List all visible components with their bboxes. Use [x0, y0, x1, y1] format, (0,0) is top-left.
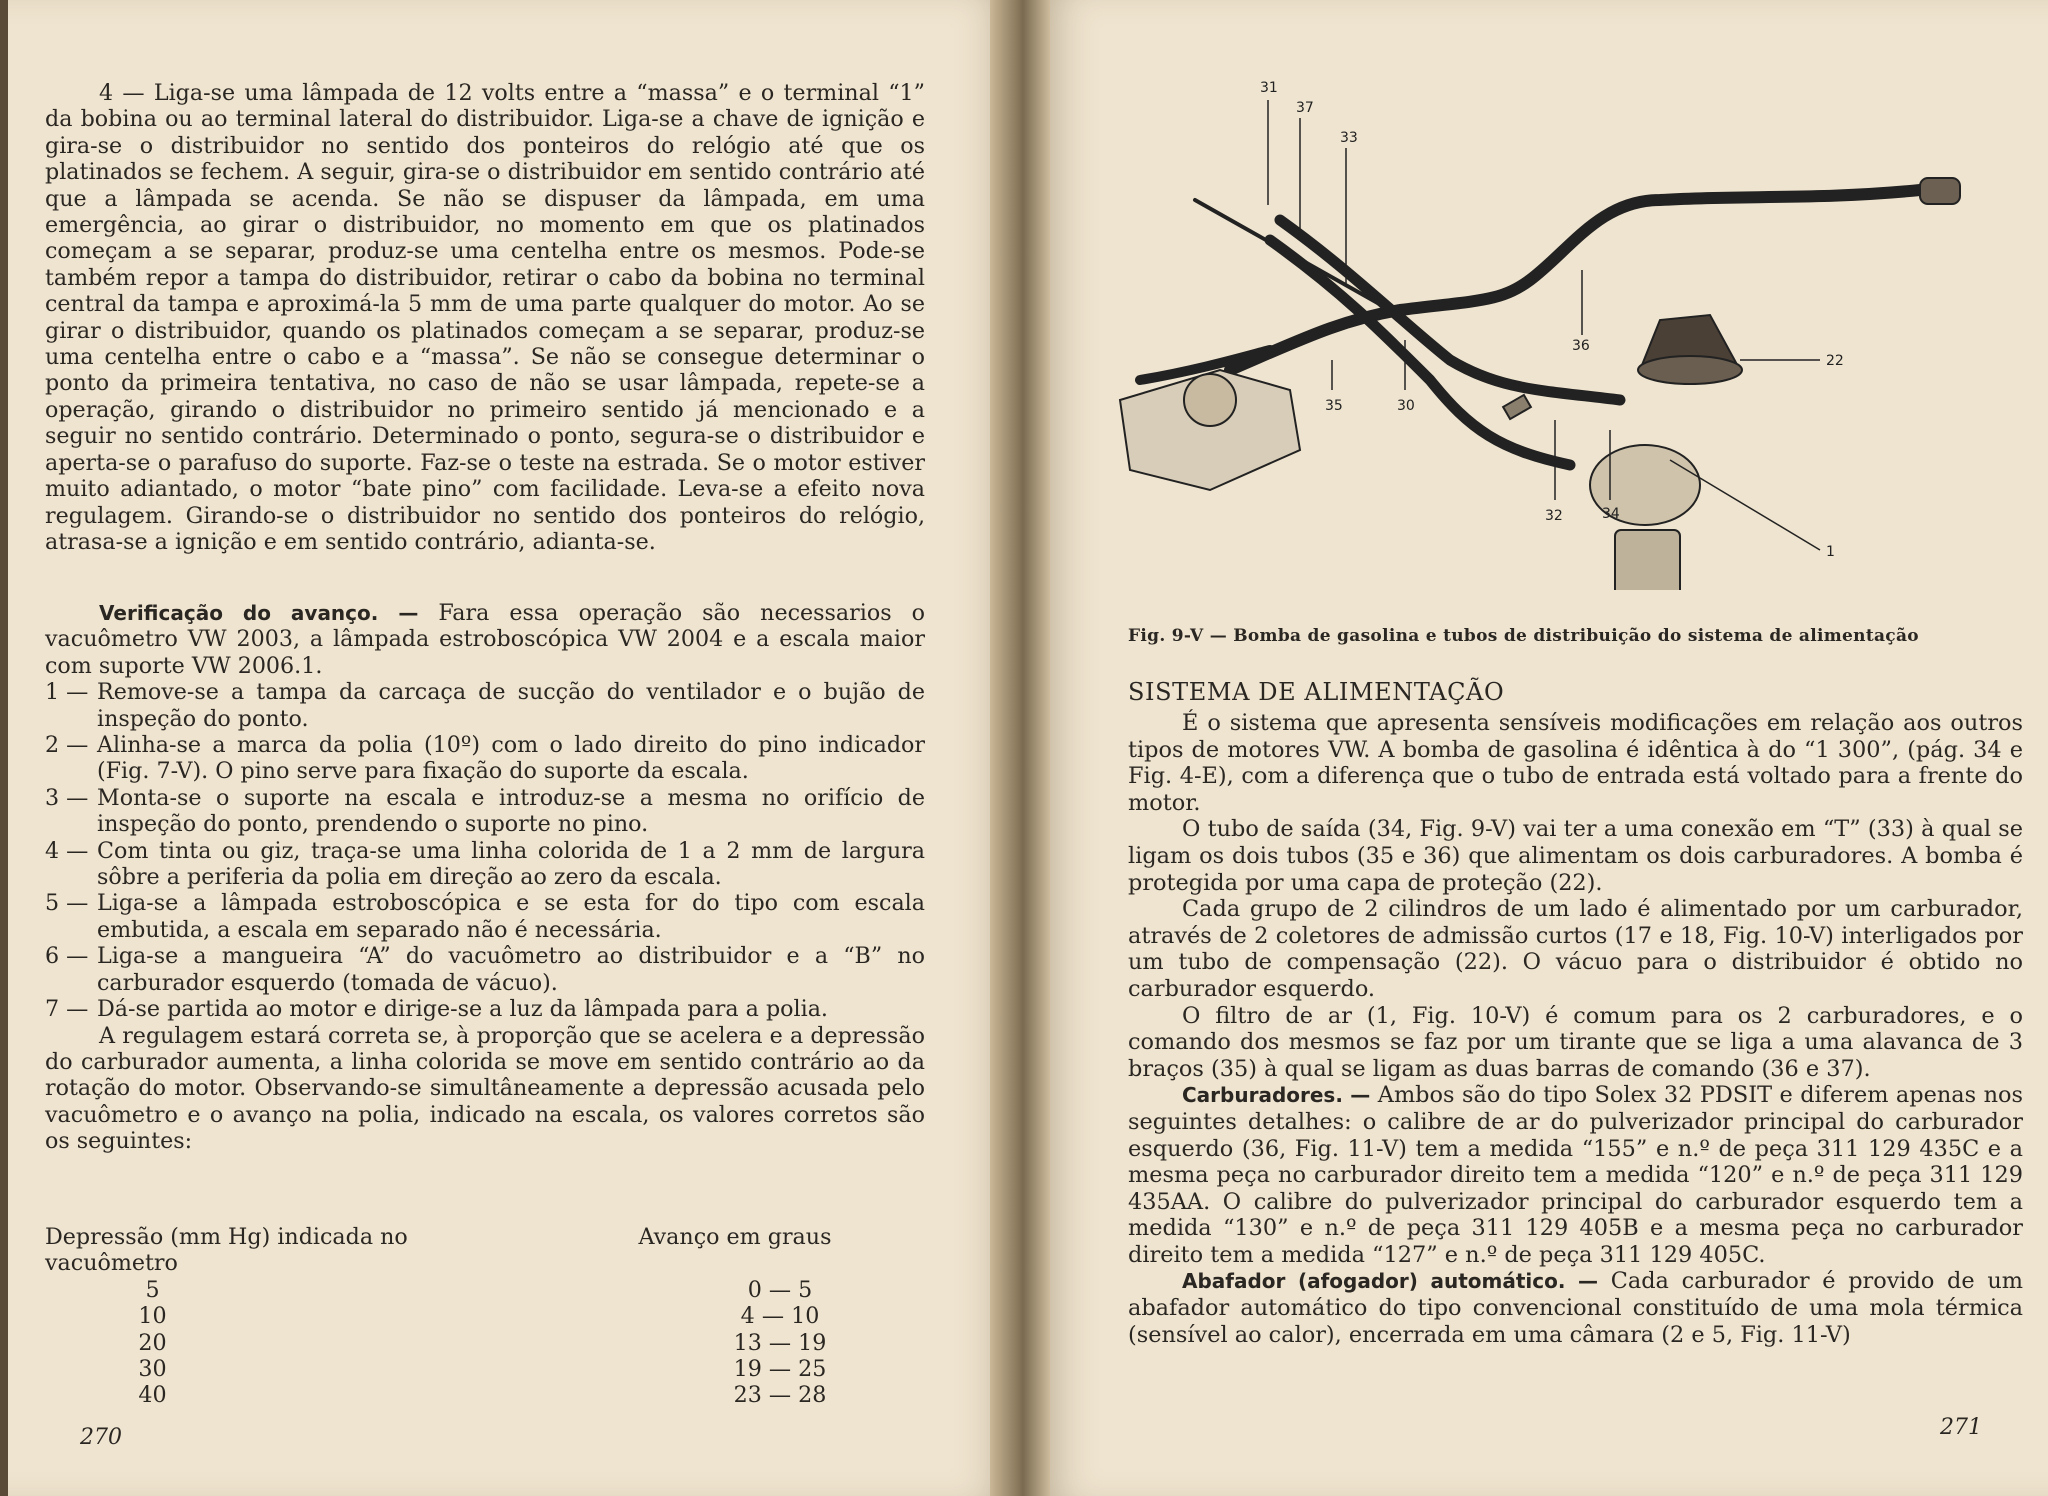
table-cell-depression: 40: [138, 1382, 167, 1409]
step-text: Monta-se o suporte na escala e introduz-se a mesma no orifício de inspeção do ponto, prendendo o suporte no pino.: [97, 784, 925, 838]
table-cell-depression: 30: [138, 1356, 167, 1383]
label-31: 31: [1260, 80, 1278, 96]
page-number-left: 270: [80, 1425, 122, 1450]
choke-text: Cada carburador é provido de um abafador automático do tipo convencional constituído de uma mola térmica (sensível ao calor), encerrada em uma câmara (2 e 5, Fig. 11-V): [1128, 1268, 2023, 1348]
list-item: [45, 732, 925, 785]
step-text: Liga-se a lâmpada estroboscópica e se esta for do tipo com escala embutida, a escala em separado não é necessária.: [97, 890, 925, 943]
table-cell-advance: 23 — 28: [733, 1382, 827, 1409]
step-number: 1 —: [45, 679, 89, 706]
paragraph-3: Cada grupo de 2 cilindros de um lado é alimentado por um carburador, através de 2 coletores de admissão curtos (17 e 18, Fig. 10-V) interligados por um tubo de compensação (22). O vácuo para o distribuidor é obtido no carburador esquerdo.: [1128, 896, 2023, 1002]
table-cell-advance: 13 — 19: [733, 1329, 827, 1356]
label-34: 34: [1602, 506, 1620, 522]
advance-intro-text: Fara essa operação são necessarios o vacuômetro VW 2003, a lâmpada estroboscópica VW 2004 e a escala maior com suporte VW 2006.1.: [45, 600, 926, 679]
book-gutter: [990, 0, 1050, 1496]
table-cell-advance: 4 — 10: [740, 1303, 820, 1330]
table-cell-depression: 10: [138, 1303, 167, 1330]
advance-intro-paragraph: [45, 600, 925, 679]
choke-heading: Abafador (afogador) automático. —: [1182, 1269, 1599, 1294]
list-item: [45, 890, 925, 943]
list-item: [45, 679, 925, 732]
label-1: 1: [1826, 544, 1835, 560]
table-row: [45, 1356, 925, 1382]
t-connection: [1503, 395, 1531, 419]
label-37: 37: [1296, 100, 1314, 116]
paragraph-step-4: 4 — Liga-se uma lâmpada de 12 volts entre a “massa” e o terminal “1” da bobina ou ao terminal lateral do distribuidor. Liga-se a chave de ignição e gira-se o distribuidor no sentido dos ponteiros do relógio até que os platinados se fechem. A seguir, gira-se o distribuidor em sentido contrário até que a lâmpada se acenda. Se não se dispuser da lâmpada, em uma emergência, ao girar o distribuidor, no momento em que os platinados começam a se separar, produz-se uma centelha entre os mesmos. Pode-se também repor a tampa do distribuidor, retirar o cabo da bobina no terminal central da tampa e aproximá-la 5 mm de uma parte qualquer do motor. Ao se girar o distribuidor, quando os platinados começam a se separar, produz-se uma centelha entre o cabo e a “massa”. Se não se consegue determinar o ponto da primeira tentativa, no caso de não se usar lâmpada, repete-se a operação, girando o distribuidor no primeiro sentido já mencionado e a seguir no sentido contrário. Determinado o ponto, segura-se o distribuidor e aperta-se o parafuso do suporte. Faz-se o teste na estrada. Se o motor estiver muito adiantado, o motor “bate pino” com facilidade. Leva-se a efeito nova regulagem. Girando-se o distribuidor no sentido dos ponteiros do relógio, atrasa-se a ignição e em sentido contrário, adianta-se.: [45, 80, 925, 555]
table-cell-depression: 5: [145, 1276, 160, 1303]
step-number: 3 —: [45, 784, 89, 811]
table-cell-advance: 19 — 25: [733, 1356, 827, 1383]
advance-table: [45, 1224, 925, 1409]
paragraph-4: O filtro de ar (1, Fig. 10-V) é comum para os 2 carburadores, e o comando dos mesmos se faz por um tirante que se liga a uma alavanca de 3 braços (35) à qual se ligam as duas barras de comando (36 e 37).: [1128, 1002, 2023, 1082]
step-text: Liga-se a mangueira “A” do vacuômetro ao distribuidor e a “B” no carburador esquerdo (tomada de vácuo).: [97, 943, 925, 996]
step-number: 7 —: [45, 996, 89, 1023]
steps-list: [45, 679, 925, 1022]
regulation-paragraph: A regulagem estará correta se, à proporção que se acelera e a depressão do carburador aumenta, a linha colorida se move em sentido contrário ao da rotação do motor. Observando-se simultâneamente a depressão acusada pelo vacuômetro e o avanço na polia, indicado na escala, os valores corretos são os seguintes:: [45, 1022, 925, 1155]
carburetors-heading: Carburadores. —: [1182, 1083, 1371, 1108]
carburetors-paragraph: [1128, 1082, 2023, 1268]
table-row: [45, 1277, 925, 1303]
cap-base: [1638, 356, 1742, 384]
right-text-block: [1128, 710, 2023, 1348]
step-number: 5 —: [45, 890, 89, 917]
list-item: [45, 943, 925, 996]
advance-heading: Verificação do avanço. —: [99, 601, 419, 625]
table-row: [45, 1303, 925, 1329]
step-number: 2 —: [45, 732, 89, 759]
label-30: 30: [1397, 398, 1415, 414]
section-heading: SISTEMA DE ALIMENTAÇÃO: [1128, 678, 1505, 706]
label-22: 22: [1826, 353, 1844, 369]
choke-paragraph: [1128, 1268, 2023, 1348]
step-text: Alinha-se a marca da polia (10º) com o lado direito do pino indicador (Fig. 7-V). O pino serve para fixação do suporte da escala.: [97, 732, 925, 785]
label-33: 33: [1340, 130, 1358, 146]
carburetors-text: Ambos são do tipo Solex 32 PDSIT e diferem apenas nos seguintes detalhes: o calibre de ar do pulverizador principal do carburador esquerdo (36, Fig. 11-V) tem a medida “155” e n.º de peça 311 129 435C e a mesma peça no carburador direito tem a medida “120” e n.º de peça 311 129 435AA. O calibre do pulverizador principal do carburador esquerdo tem a medida “130” e n.º de peça 311 129 405B e a mesma peça no carburador direito tem a medida “127” e n.º de peça 311 129 405C.: [1128, 1082, 2024, 1268]
figure-caption: Fig. 9-V — Bomba de gasolina e tubos de distribuição do sistema de alimentação: [1128, 626, 1919, 646]
table-cell-depression: 20: [138, 1329, 167, 1356]
table-row: [45, 1330, 925, 1356]
parts: [1120, 178, 1960, 590]
tube-34: [1270, 240, 1570, 465]
table-header: [45, 1224, 925, 1277]
label-35: 35: [1325, 398, 1343, 414]
list-item: [45, 785, 925, 838]
step-number: 4 —: [45, 837, 89, 864]
step-text: Com tinta ou giz, traça-se uma linha colorida de 1 a 2 mm de largura sôbre a periferia da polia em direção ao zero da escala.: [97, 837, 925, 891]
label-36: 36: [1572, 338, 1590, 354]
fuel-system-figure: [1100, 70, 1980, 590]
table-header-depression: Depressão (mm Hg) indicada no vacuômetro: [45, 1224, 408, 1277]
step-number: 6 —: [45, 943, 89, 970]
paragraph-1: É o sistema que apresenta sensíveis modificações em relação aos outros tipos de motores VW. A bomba de gasolina é idêntica à do “1 300”, (pág. 34 e Fig. 4-E), com a diferença que o tubo de entrada está voltado para a frente do motor.: [1128, 710, 2023, 816]
step-text: Remove-se a tampa da carcaça de sucção do ventilador e o bujão de inspeção do ponto.: [97, 679, 925, 732]
step-text: Dá-se partida ao motor e dirige-se a luz da lâmpada para a polia.: [97, 996, 828, 1023]
table-row: [45, 1382, 925, 1408]
advance-section: [45, 600, 925, 1155]
carburetor-throat: [1184, 374, 1236, 426]
list-item: [45, 838, 925, 891]
paragraph-2: O tubo de saída (34, Fig. 9-V) vai ter a uma conexão em “T” (33) à qual se ligam os dois tubos (35 e 36) que alimentam os dois carburadores. A bomba é protegida por uma capa de proteção (22).: [1128, 816, 2023, 896]
control-rod: [1195, 200, 1390, 310]
table-header-advance: Avanço em graus: [638, 1224, 832, 1250]
pump-body: [1615, 530, 1680, 590]
carburetor-right-fitting: [1920, 178, 1960, 204]
label-32: 32: [1545, 508, 1563, 524]
table-cell-advance: 0 — 5: [747, 1276, 813, 1303]
list-item: [45, 996, 925, 1022]
page-number-right: 271: [1940, 1415, 1982, 1440]
